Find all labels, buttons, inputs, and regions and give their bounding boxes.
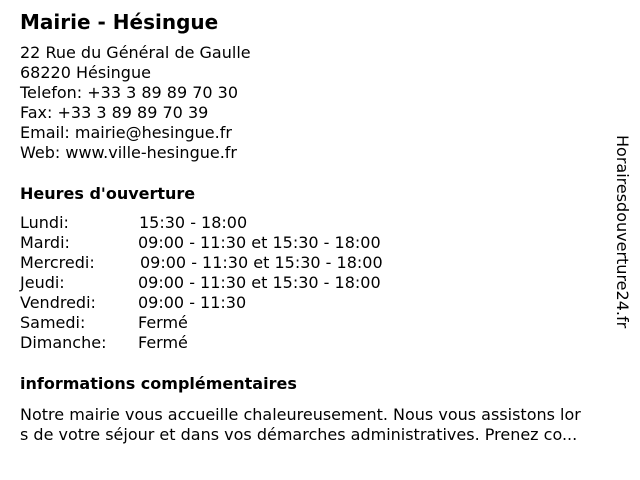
- hours-day: Samedi:: [20, 313, 86, 332]
- hours-time: 15:30 - 18:00: [139, 213, 248, 232]
- page-title: Mairie - Hésingue: [20, 10, 219, 34]
- hours-day: Dimanche:: [20, 333, 107, 352]
- hours-day: Mercredi:: [20, 253, 95, 272]
- description-line: Notre mairie vous accueille chaleureusement. Nous vous assistons lor: [20, 405, 581, 424]
- fax-number: Fax: +33 3 89 89 70 39: [20, 103, 209, 122]
- description-line: s de votre séjour et dans vos démarches administratives. Prenez co...: [20, 425, 578, 444]
- hours-day: Mardi:: [20, 233, 70, 252]
- additional-info-heading: informations complémentaires: [20, 374, 297, 393]
- hours-time: Fermé: [138, 313, 188, 332]
- address-street: 22 Rue du Général de Gaulle: [20, 43, 251, 62]
- hours-time: 09:00 - 11:30: [138, 293, 247, 312]
- email-address: Email: mairie@hesingue.fr: [20, 123, 232, 142]
- opening-hours-heading: Heures d'ouverture: [20, 184, 196, 203]
- hours-time: Fermé: [138, 333, 188, 352]
- hours-day: Lundi:: [20, 213, 69, 232]
- hours-day: Vendredi:: [20, 293, 96, 312]
- hours-time: 09:00 - 11:30 et 15:30 - 18:00: [138, 233, 381, 252]
- phone-number: Telefon: +33 3 89 89 70 30: [20, 83, 239, 102]
- address-city: 68220 Hésingue: [20, 63, 151, 82]
- hours-time: 09:00 - 11:30 et 15:30 - 18:00: [140, 253, 383, 272]
- site-brand-vertical: Horairesdouverture24.fr: [613, 135, 632, 329]
- hours-time: 09:00 - 11:30 et 15:30 - 18:00: [138, 273, 381, 292]
- website-address: Web: www.ville-hesingue.fr: [20, 143, 237, 162]
- contact-block: [20, 43, 251, 163]
- hours-day: Jeudi:: [20, 273, 65, 292]
- additional-info-text: [20, 405, 630, 445]
